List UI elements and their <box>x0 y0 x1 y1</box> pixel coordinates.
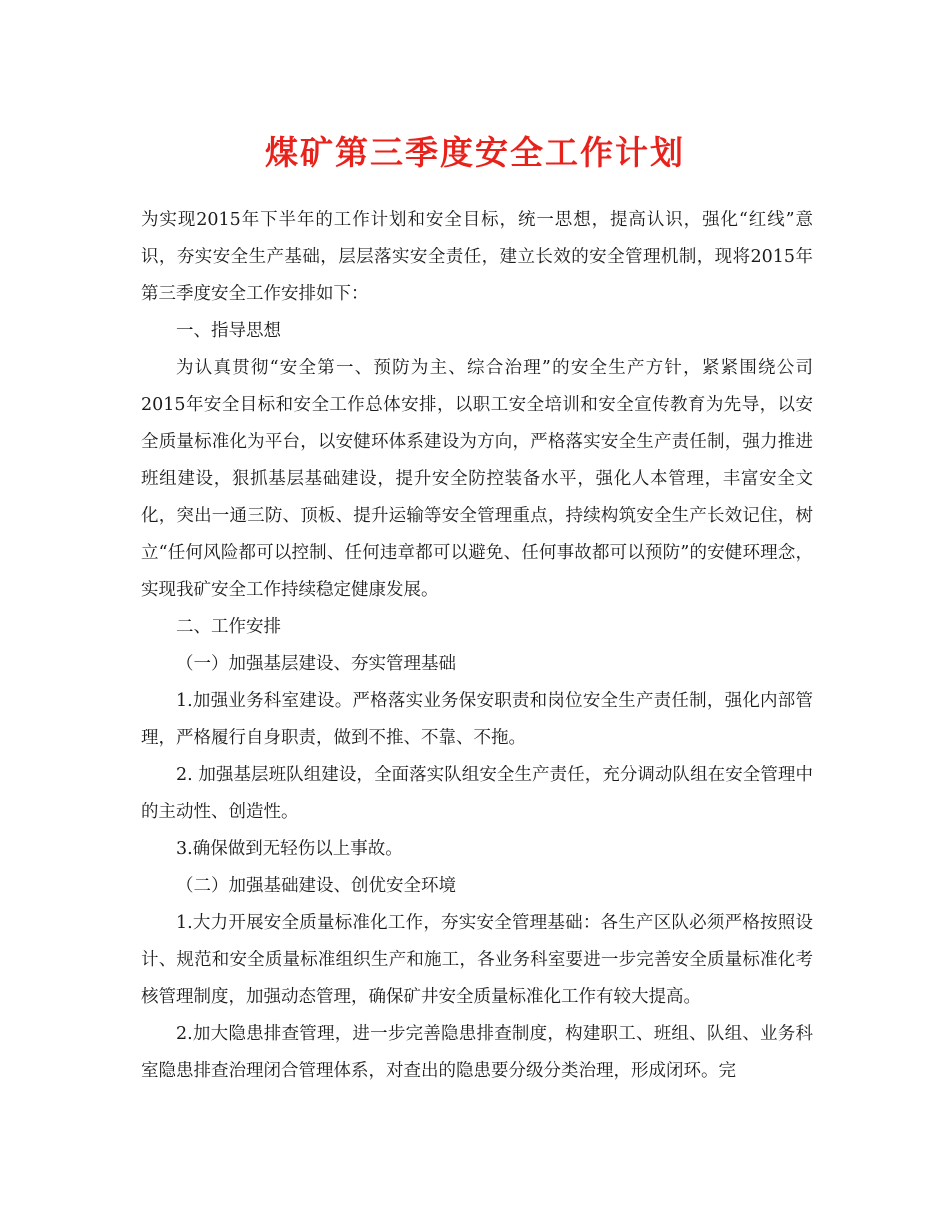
list-item-1-3: 3.确保做到无轻伤以上事故。 <box>176 839 403 859</box>
document-body <box>141 202 813 1090</box>
intro-paragraph: 为实现2015年下半年的工作计划和安全目标，统一思想，提高认识，强化“红线”意识，夯实安全生产基础，层层落实安全责任，建立长效的安全管理机制，现将2015年第三季度安全工作安排如下： <box>141 210 813 304</box>
guiding-thought-paragraph: 为认真贯彻“安全第一、预防为主、综合治理”的安全生产方针，紧紧围绕公司2015年安全目标和安全工作总体安排，以职工安全培训和安全宣传教育为先导，以安全质量标准化为平台，以安健环体系建设为方向，严格落实安全生产责任制，强力推进班组建设，狠抓基层基础建设，提升安全防控装备水平，强化人本管理，丰富安全文化，突出一通三防、顶板、提升运输等安全管理重点，持续构筑安全生产长效记住，树立“任何风险都可以控制、任何违章都可以避免、任何事故都可以预防”的安健环理念，实现我矿安全工作持续稳定健康发展。 <box>141 358 813 600</box>
document-title: 煤矿第三季度安全工作计划 <box>265 133 685 172</box>
section-heading-1: 一、指导思想 <box>176 321 281 341</box>
subsection-heading-2: （二）加强基础建设、创优安全环境 <box>176 876 456 896</box>
list-item-2-2: 2.加大隐患排查管理，进一步完善隐患排查制度，构建职工、班组、队组、业务科室隐患排查治理闭合管理体系，对查出的隐患要分级分类治理，形成闭环。完 <box>141 1024 813 1081</box>
section-heading-2: 二、工作安排 <box>176 617 281 637</box>
list-item-1-1: 1.加强业务科室建设。严格落实业务保安职责和岗位安全生产责任制，强化内部管理，严格履行自身职责，做到不推、不靠、不拖。 <box>141 691 813 748</box>
subsection-heading-1: （一）加强基层建设、夯实管理基础 <box>176 654 456 674</box>
list-item-2-1: 1.大力开展安全质量标准化工作，夯实安全管理基础：各生产区队必须严格按照设计、规范和安全质量标准组织生产和施工，各业务科室要进一步完善安全质量标准化考核管理制度，加强动态管理，确保矿井安全质量标准化工作有较大提高。 <box>141 913 813 1007</box>
list-item-1-2: 2. 加强基层班队组建设，全面落实队组安全生产责任，充分调动队组在安全管理中的主动性、创造性。 <box>141 765 813 822</box>
